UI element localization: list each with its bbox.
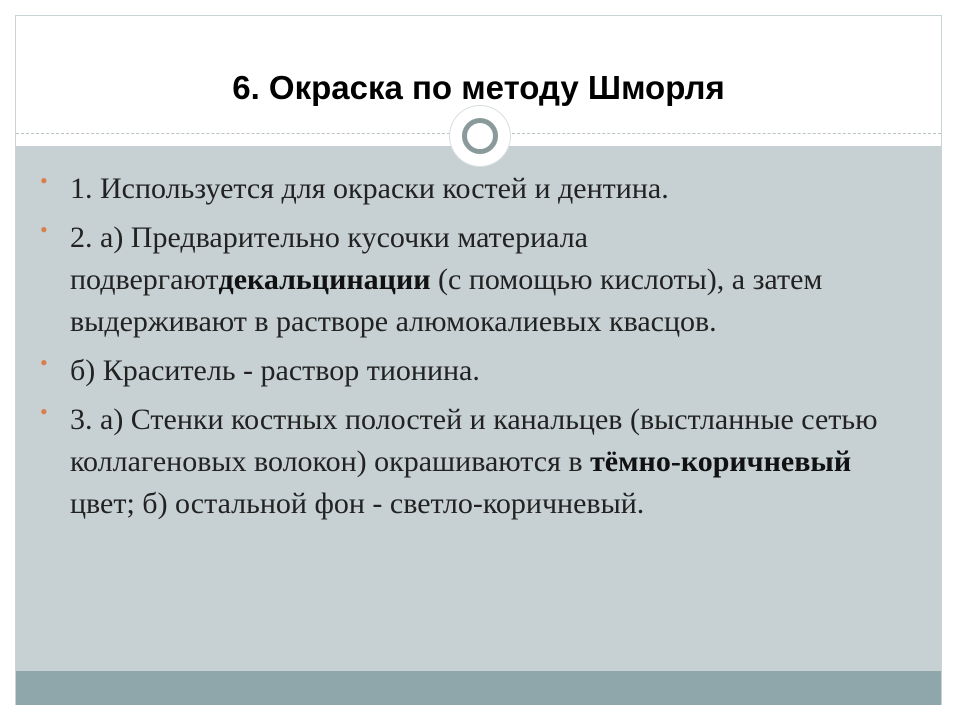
bullet-item-2 xyxy=(40,217,920,343)
bullet-dot-icon: • xyxy=(40,168,48,193)
bullet-item-3 xyxy=(40,350,920,392)
bullet-text: 2. а) Предварительно кусочки материала подвергаютдекальцинации (с помощью кислоты), а затем выдерживают в растворе алюмокалиевых квасцов. xyxy=(70,221,823,338)
bullet-item-4 xyxy=(40,399,920,525)
bullet-dot-icon: • xyxy=(40,217,48,242)
bullet-text: 1. Используется для окраски костей и дентина. xyxy=(70,172,669,205)
bullet-dot-icon: • xyxy=(40,399,48,424)
slide-title: 6. Окраска по методу Шморля xyxy=(232,69,725,106)
bullet-dot-icon: • xyxy=(40,350,48,375)
bullet-text: б) Краситель - раствор тионина. xyxy=(70,354,480,387)
bullet-item-1 xyxy=(40,168,920,210)
footer-band xyxy=(16,671,941,705)
bullet-list xyxy=(40,168,920,532)
bullet-text: 3. а) Стенки костных полостей и канальцев (выстланные сетью коллагеновых волокон) окрашиваются в тёмно-коричневый цвет; б) остальной фон - светло-коричневый. xyxy=(70,403,878,520)
circle-ring-inner-icon xyxy=(462,118,498,154)
